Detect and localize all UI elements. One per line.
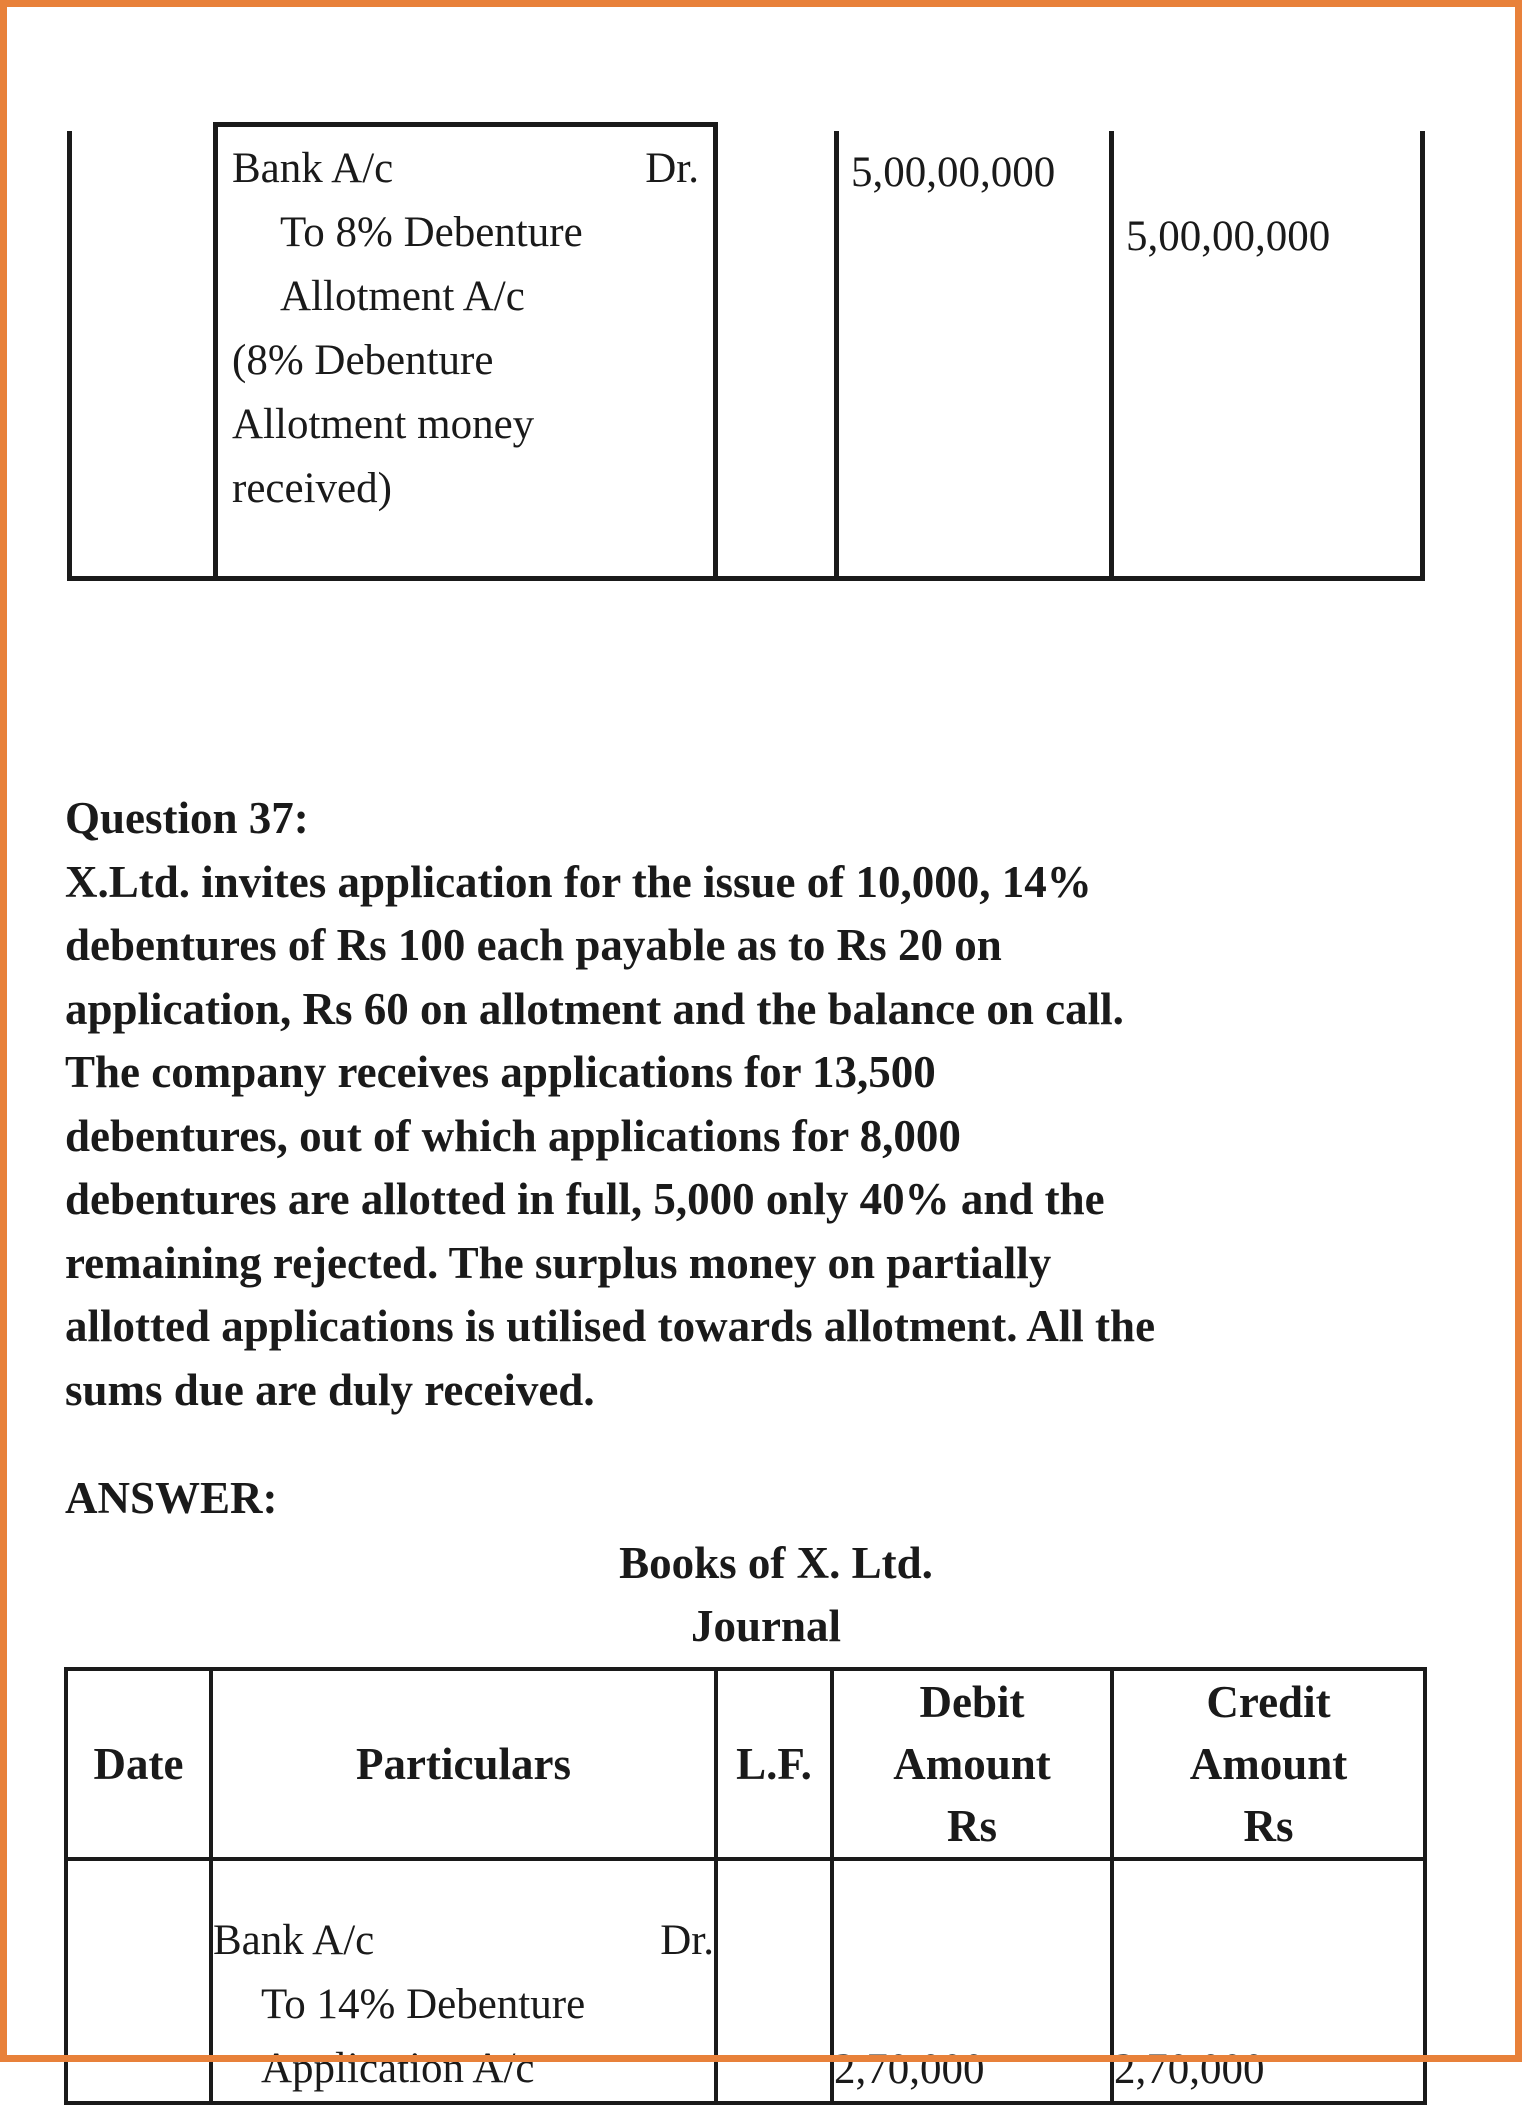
header-credit-line3: Rs (1243, 1801, 1294, 1851)
question-block (65, 787, 1455, 1422)
journal-table (64, 1667, 1427, 2105)
books-of-title: Books of X. Ltd. (619, 1538, 933, 1588)
top-table-particulars-cell (213, 122, 718, 580)
header-credit-line1: Credit (1206, 1677, 1331, 1727)
header-credit-line2: Amount (1189, 1739, 1348, 1789)
question-line-6: debentures are allotted in full, 5,000 only 40% and the (65, 1174, 1105, 1224)
top-table-particulars-line-6: received) (232, 465, 392, 512)
header-date: Date (66, 1669, 211, 1859)
document-sheet (7, 7, 1515, 2093)
question-line-4: The company receives applications for 13,500 (65, 1047, 936, 1097)
answer-label: ANSWER: (65, 1473, 278, 1523)
top-table-particulars-line-5: Allotment money (232, 401, 535, 448)
question-line-1: X.Ltd. invites application for the issue of 10,000, 14% (65, 856, 1092, 907)
row-credit-amount: 2,70,000 (1112, 1859, 1425, 2103)
journal-title: Journal (690, 1601, 842, 1651)
table-row (66, 1859, 1425, 2103)
header-debit-line1: Debit (919, 1677, 1025, 1727)
question-line-5: debentures, out of which applications for 8,000 (65, 1110, 961, 1161)
question-line-2: debentures of Rs 100 each payable as to Rs 20 on (65, 920, 1002, 970)
header-credit-amount (1112, 1669, 1425, 1859)
header-particulars: Particulars (211, 1669, 716, 1859)
account-name: Bank A/c (213, 1917, 375, 1964)
question-line-3: application, Rs 60 on allotment and the balance on call. (65, 983, 1124, 1034)
top-table-debit-amount: 5,00,00,000 (851, 149, 1056, 196)
dr-marker: Dr. (645, 145, 699, 192)
header-debit-line2: Amount (893, 1739, 1051, 1789)
top-table-credit-cell (1114, 131, 1420, 580)
row-particulars (211, 1859, 716, 2103)
row-date (66, 1859, 211, 2103)
top-table-lf-cell (718, 131, 834, 580)
top-table-particulars-line-3: Allotment A/c (280, 273, 525, 320)
table-left-border (67, 131, 72, 580)
row-debit-amount: 2,70,000 (832, 1859, 1112, 2103)
header-debit-line3: Rs (946, 1801, 997, 1851)
top-table-particulars-line-4: (8% Debenture (232, 337, 494, 384)
top-table-particulars-line-2: To 8% Debenture (280, 209, 583, 256)
question-line-8: allotted applications is utilised towards allotment. All the (65, 1301, 1156, 1351)
question-line-7: remaining rejected. The surplus money on partially (65, 1237, 1052, 1288)
table-right-border (1420, 131, 1425, 580)
top-table-particulars-line-1 (232, 137, 699, 201)
account-name: Bank A/c (232, 145, 394, 192)
row-particulars-line-2: To 14% Debenture (261, 1981, 586, 2028)
row-particulars-line-3: Application A/c (261, 2045, 535, 2092)
dr-marker: Dr. (660, 1917, 714, 1964)
question-heading: Question 37: (65, 793, 309, 843)
row-lf (716, 1859, 832, 2103)
row-particulars-line-1 (213, 1909, 714, 1973)
top-journal-entry-table (67, 122, 1425, 580)
question-line-9: sums due are duly received. (65, 1364, 595, 1415)
journal-header-row (66, 1669, 1425, 1859)
header-debit-amount (832, 1669, 1112, 1859)
top-table-credit-amount: 5,00,00,000 (1126, 213, 1331, 260)
header-lf: L.F. (716, 1669, 832, 1859)
top-table-debit-cell (834, 131, 1114, 580)
